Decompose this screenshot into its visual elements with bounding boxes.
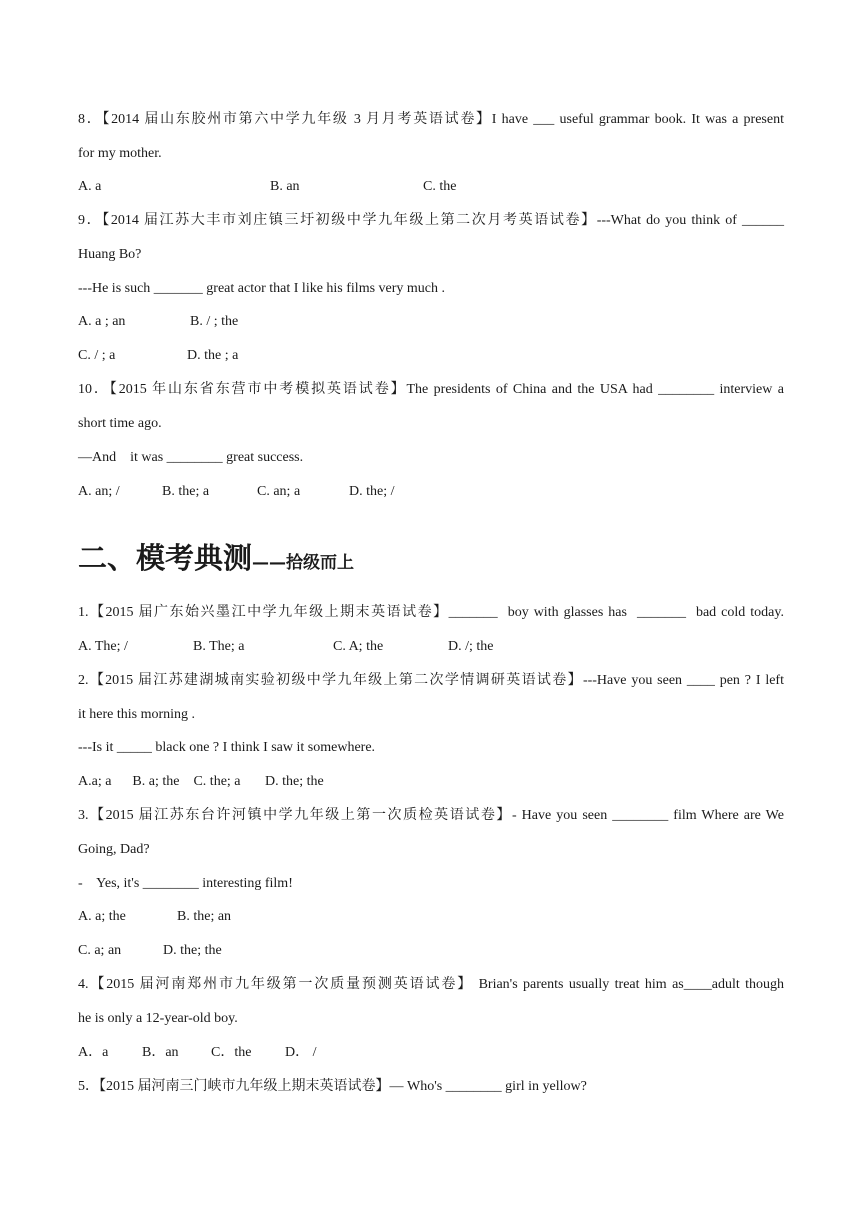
- q9-option-b: B. / ; the: [190, 314, 239, 329]
- q4-option-d: D． /: [285, 1045, 317, 1060]
- q2-options: A.a; a B. a; the C. the; a D. the; the: [78, 774, 324, 789]
- q5-line1: 5．【2015 届河南三门峡市九年级上期末英语试卷】— Who's ________ girl in yellow?: [78, 1079, 587, 1094]
- q9-option-d: D. the ; a: [187, 348, 239, 363]
- q4-line1: 4.【2015 届河南郑州市九年级第一次质量预测英语试卷】 Brian's parents usually treat him as____adult though: [78, 977, 784, 992]
- q1-option-a: A. The; /: [78, 639, 128, 654]
- q3-line2: Going, Dad?: [78, 842, 150, 857]
- q8-line1: 8．【2014 届山东胶州市第六中学九年级 3 月月考英语试卷】I have ___ useful grammar book. It was a present: [78, 112, 784, 127]
- q2-line3: ---Is it _____ black one ? I think I saw it somewhere.: [78, 740, 376, 755]
- q8-line2: for my mother.: [78, 146, 162, 161]
- q2-line1: 2.【2015 届江苏建湖城南实验初级中学九年级上第二次学情调研英语试卷】---Have you seen ____ pen ? I left: [78, 673, 784, 688]
- q10-line2: short time ago.: [78, 416, 162, 431]
- q9-line2: Huang Bo?: [78, 247, 142, 262]
- q10-line1: 10．【2015 年山东省东营市中考模拟英语试卷】The presidents of China and the USA had ________ interview a: [78, 382, 784, 397]
- q8-option-b: B. an: [270, 179, 300, 194]
- q10-option-b: B. the; a: [162, 484, 210, 499]
- section-heading: [78, 536, 354, 577]
- q3-line3: - Yes, it's ________ interesting film!: [78, 876, 293, 891]
- q1-option-c: C. A; the: [333, 639, 384, 654]
- q8-option-c: C. the: [423, 179, 457, 194]
- section-title: 二、模考典测: [78, 541, 253, 575]
- q4-option-c: C．the: [211, 1045, 252, 1060]
- q8-option-a: A. a: [78, 179, 102, 194]
- q1-option-b: B. The; a: [193, 639, 245, 654]
- q4-option-a: A．a: [78, 1045, 109, 1060]
- q3-option-c: C. a; an: [78, 943, 122, 958]
- q10-option-a: A. an; /: [78, 484, 120, 499]
- q1-line1: 1.【2015 届广东始兴墨江中学九年级上期末英语试卷】_______ boy with glasses has _______ bad cold today.: [78, 605, 784, 620]
- q10-option-d: D. the; /: [349, 484, 395, 499]
- q9-line1: 9．【2014 届江苏大丰市刘庄镇三圩初级中学九年级上第二次月考英语试卷】---What do you think of ______: [78, 213, 784, 228]
- q4-line2: he is only a 12-year-old boy.: [78, 1011, 238, 1026]
- section-subtitle: ——拾级而上: [252, 553, 355, 573]
- q9-line3: ---He is such _______ great actor that I like his films very much .: [78, 281, 446, 296]
- q9-option-c: C. / ; a: [78, 348, 116, 363]
- q1-option-d: D. /; the: [448, 639, 494, 654]
- q10-option-c: C. an; a: [257, 484, 301, 499]
- q3-option-a: A. a; the: [78, 909, 126, 924]
- q3-option-d: D. the; the: [163, 943, 222, 958]
- q2-line2: it here this morning .: [78, 707, 196, 722]
- q9-option-a: A. a ; an: [78, 314, 126, 329]
- q3-option-b: B. the; an: [177, 909, 232, 924]
- q10-line3: —And it was ________ great success.: [78, 450, 304, 465]
- q4-option-b: B．an: [142, 1045, 179, 1060]
- q3-line1: 3.【2015 届江苏东台许河镇中学九年级上第一次质检英语试卷】- Have you seen ________ film Where are We: [78, 808, 784, 823]
